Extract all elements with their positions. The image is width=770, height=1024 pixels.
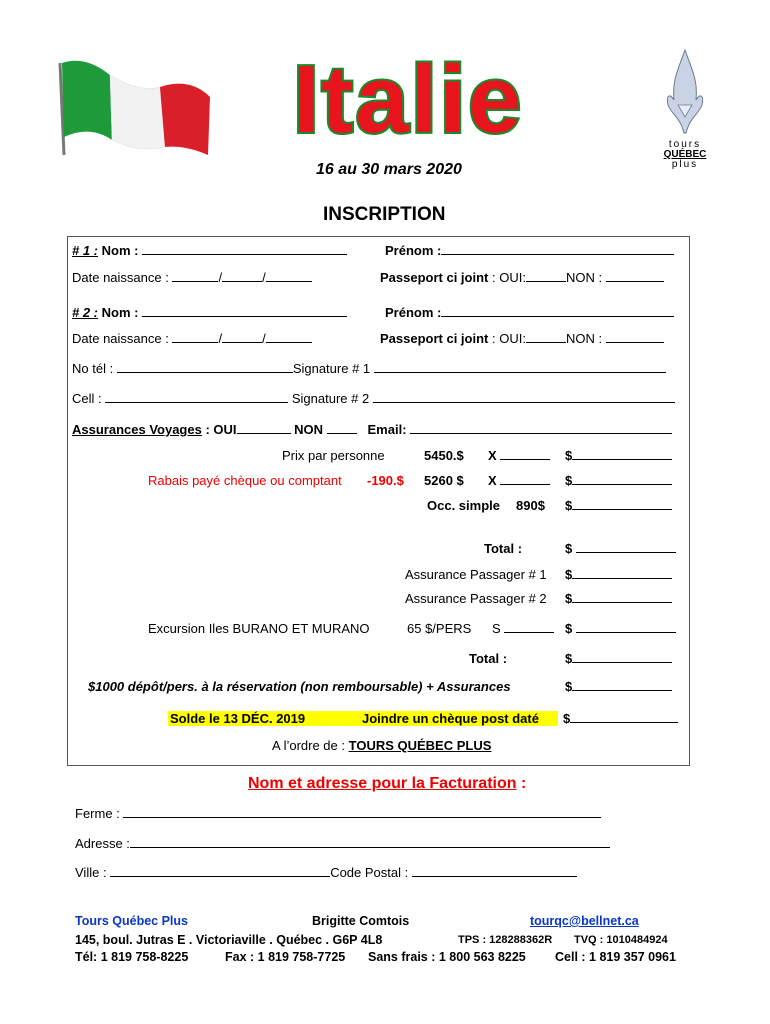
footer-company: Tours Québec Plus [75,914,188,928]
cell-row: Cell : Signature # 2 [72,391,675,406]
single-occupancy-total-row: $ [565,498,672,513]
cell-field[interactable] [105,391,288,403]
insurance-passenger1-row: $ [565,567,672,582]
discount-label: Rabais payé chèque ou comptant [148,473,342,488]
postal-code-field[interactable] [412,865,577,877]
address-field[interactable] [130,836,610,848]
logo-text: tours QUÉBEC plus [663,139,707,170]
excursion-total-field[interactable] [576,621,676,633]
price-quantity-row: X [488,448,550,463]
price-total-row: $ [565,448,672,463]
insurance-row: Assurances Voyages : OUI NON Email: [72,422,672,437]
excursion-label: Excursion Iles BURANO ET MURANO [148,621,370,636]
payable-to-row: A l’ordre de : TOURS QUÉBEC PLUS [272,738,492,753]
farm-field[interactable] [123,806,601,818]
price-per-person-label: Prix par personne [282,448,385,463]
address-row: Adresse : [75,836,610,851]
person2-birth-day[interactable] [172,331,218,343]
insurance-passenger2-label: Assurance Passager # 2 [405,591,547,606]
person2-name-row: # 2 : Nom : [72,305,347,320]
person1-name-field[interactable] [142,243,347,255]
billing-heading: Nom et adresse pour la Facturation : [248,775,527,792]
city-field[interactable] [110,865,330,877]
signature2-field[interactable] [373,391,675,403]
price-quantity-field[interactable] [500,448,550,460]
person2-firstname-row: Prénom : [385,305,674,320]
single-occupancy-label: Occ. simple [427,498,500,513]
total2-field[interactable] [572,651,672,663]
insurance-passenger2-field[interactable] [572,591,672,603]
phone-field[interactable] [117,361,293,373]
discount-quantity-row: X [488,473,550,488]
page-title [238,48,578,148]
deposit-text: $1000 dépôt/pers. à la réservation (non remboursable) + Assurances [88,679,511,694]
footer-toll-free: Sans frais : 1 800 563 8225 [368,950,526,964]
price-per-person-value: 5450.$ [424,448,464,463]
title-text: Italie [292,48,524,148]
person2-passport-row: Passeport ci joint : OUI: NON : [380,331,664,346]
price-total-field[interactable] [572,448,672,460]
excursion-quantity-row: S [492,621,554,636]
person1-firstname-field[interactable] [441,243,674,255]
balance-due-text: Solde le 13 DÉC. 2019 [170,711,306,726]
total2-row: $ [565,651,672,666]
discount-value: -190.$ [367,473,404,488]
payable-to-value: TOURS QUÉBEC PLUS [348,738,492,753]
person2-birth-year[interactable] [266,331,312,343]
discount-total-row: $ [565,473,672,488]
phone-row: No tél : Signature # 1 [72,361,666,376]
footer-contact: Brigitte Comtois [312,914,410,928]
person1-passport-oui[interactable] [526,270,566,282]
inscription-heading: INSCRIPTION [323,204,446,225]
person1-birth-month[interactable] [222,270,262,282]
signature1-field[interactable] [374,361,666,373]
person1-passport-non[interactable] [606,270,664,282]
person1-firstname-row: Prénom : [385,243,674,258]
insurance-passenger1-label: Assurance Passager # 1 [405,567,547,582]
total2-label: Total : [469,651,508,666]
person2-firstname-field[interactable] [441,305,674,317]
deposit-row: $ [565,679,672,694]
person2-name-field[interactable] [142,305,347,317]
footer-email-link[interactable]: tourqc@bellnet.ca [530,914,639,928]
email-field[interactable] [410,422,672,434]
trip-dates: 16 au 30 mars 2020 [316,161,462,178]
balance-banner [168,711,558,726]
insurance-oui-field[interactable] [237,422,291,434]
total-label: Total : [484,541,523,556]
excursion-total-row: $ [565,621,676,636]
footer-address: 145, boul. Jutras E . Victoriaville . Québec . G6P 4L8 [75,933,383,947]
total-field[interactable] [576,541,676,553]
footer-tps: TPS : 128288362R [458,934,553,946]
person2-passport-oui[interactable] [526,331,566,343]
excursion-price: 65 $/PERS [407,621,472,636]
total-row: $ [565,541,676,556]
person1-birth-year[interactable] [266,270,312,282]
insurance-non-field[interactable] [327,422,357,434]
insurance-passenger2-row: $ [565,591,672,606]
person1-birthdate-row: Date naissance : / / [72,270,312,285]
discount-quantity-field[interactable] [500,473,550,485]
balance-row: $ [563,711,678,726]
discounted-price: 5260 $ [424,473,464,488]
farm-row: Ferme : [75,806,601,821]
discount-total-field[interactable] [572,473,672,485]
person1-passport-row: Passeport ci joint : OUI: NON : [380,270,664,285]
postdated-cheque-text: Joindre un chèque post daté [362,711,539,726]
person2-passport-non[interactable] [606,331,664,343]
city-row: Ville : Code Postal : [75,865,577,880]
footer-cell: Cell : 1 819 357 0961 [555,950,676,964]
footer-phone: Tél: 1 819 758-8225 [75,950,189,964]
single-occupancy-value: 890$ [516,498,545,513]
italian-flag-image [50,55,215,160]
person2-birth-month[interactable] [222,331,262,343]
balance-field[interactable] [570,711,678,723]
person1-birth-day[interactable] [172,270,218,282]
deposit-field[interactable] [572,679,672,691]
footer-fax: Fax : 1 819 758-7725 [225,950,346,964]
insurance-passenger1-field[interactable] [572,567,672,579]
excursion-quantity-field[interactable] [504,621,554,633]
person1-name-row: # 1 : Nom : [72,243,347,258]
footer-tvq: TVQ : 1010484924 [574,934,668,946]
single-occupancy-total-field[interactable] [572,498,672,510]
person2-birthdate-row: Date naissance : / / [72,331,312,346]
